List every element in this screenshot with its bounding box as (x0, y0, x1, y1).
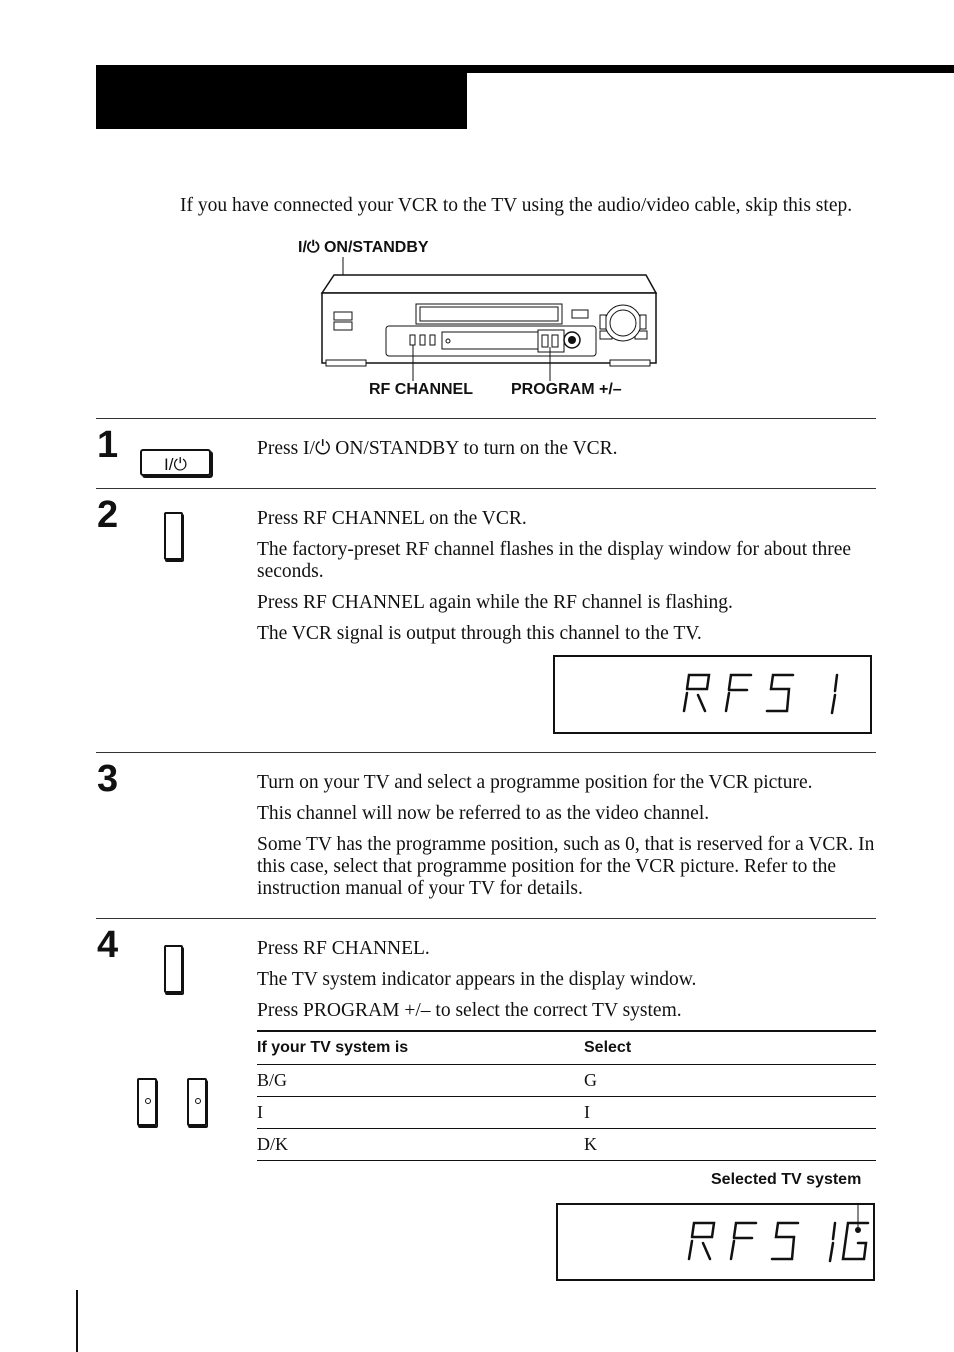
step-line: Press PROGRAM +/– to select the correct TV system. (257, 1000, 682, 1021)
display-window (556, 1203, 875, 1281)
table-row (257, 1129, 876, 1161)
header-rule (467, 65, 954, 73)
vcr-illustration (310, 255, 670, 385)
step-text (257, 938, 877, 1031)
step-line: Press RF CHANNEL on the VCR. (257, 508, 527, 529)
rf-channel-callout: RF CHANNEL (369, 381, 473, 398)
on-standby-callout: I/⏻ ON/STANDBY (298, 239, 429, 256)
program-minus-button-icon (137, 1078, 157, 1126)
step-text (257, 508, 877, 654)
display-window (553, 655, 872, 734)
step-number: 2 (97, 494, 119, 536)
step-line: Turn on your TV and select a programme position for the VCR picture. (257, 772, 813, 793)
rf-channel-button-icon (164, 512, 183, 560)
intro-text: If you have connected your VCR to the TV using the audio/video cable, skip this step. (180, 195, 853, 216)
program-callout: PROGRAM +/– (511, 381, 622, 398)
table-cell: K (584, 1129, 876, 1161)
display-segments (558, 1205, 873, 1279)
table-header-row (257, 1031, 876, 1065)
table-row (257, 1065, 876, 1097)
step-line: Some TV has the programme position, such as 0, that is reserved for a VCR. In this case, select that programme position for the VCR picture. Refer to the instruction manual of your TV for details. (257, 834, 875, 899)
table-cell: B/G (257, 1065, 584, 1097)
table-cell: I (584, 1097, 876, 1129)
step-line: The TV system indicator appears in the display window. (257, 969, 697, 990)
step-divider (96, 752, 876, 753)
tv-system-table (257, 1030, 876, 1161)
step-line: Press RF CHANNEL. (257, 938, 430, 959)
step-divider (96, 918, 876, 919)
table-cell: D/K (257, 1129, 584, 1161)
step-line: Press RF CHANNEL again while the RF channel is flashing. (257, 592, 733, 613)
column-header: If your TV system is (257, 1031, 584, 1065)
table-cell: I (257, 1097, 584, 1129)
power-button-icon: I/⏻ (140, 449, 211, 476)
step-line: Press I/⏻ ON/STANDBY to turn on the VCR. (257, 438, 618, 459)
step-line: This channel will now be referred to as the video channel. (257, 803, 710, 824)
display-segments (555, 657, 870, 732)
step-divider (96, 488, 876, 489)
table-cell: G (584, 1065, 876, 1097)
program-plus-button-icon (187, 1078, 207, 1126)
step-text (257, 438, 877, 469)
step-text (257, 772, 877, 909)
section-title-bar (96, 65, 467, 129)
step-number: 3 (97, 758, 119, 800)
column-header: Select (584, 1031, 876, 1065)
page-margin-bar (76, 1290, 78, 1352)
table-row (257, 1097, 876, 1129)
selected-tv-system-callout: Selected TV system (711, 1171, 862, 1188)
rf-channel-button-icon (164, 945, 183, 993)
step-line: The factory-preset RF channel flashes in the display window for about three seconds. (257, 539, 852, 582)
step-number: 1 (97, 424, 119, 466)
step-number: 4 (97, 924, 119, 966)
step-divider (96, 418, 876, 419)
step-line: The VCR signal is output through this channel to the TV. (257, 623, 702, 644)
